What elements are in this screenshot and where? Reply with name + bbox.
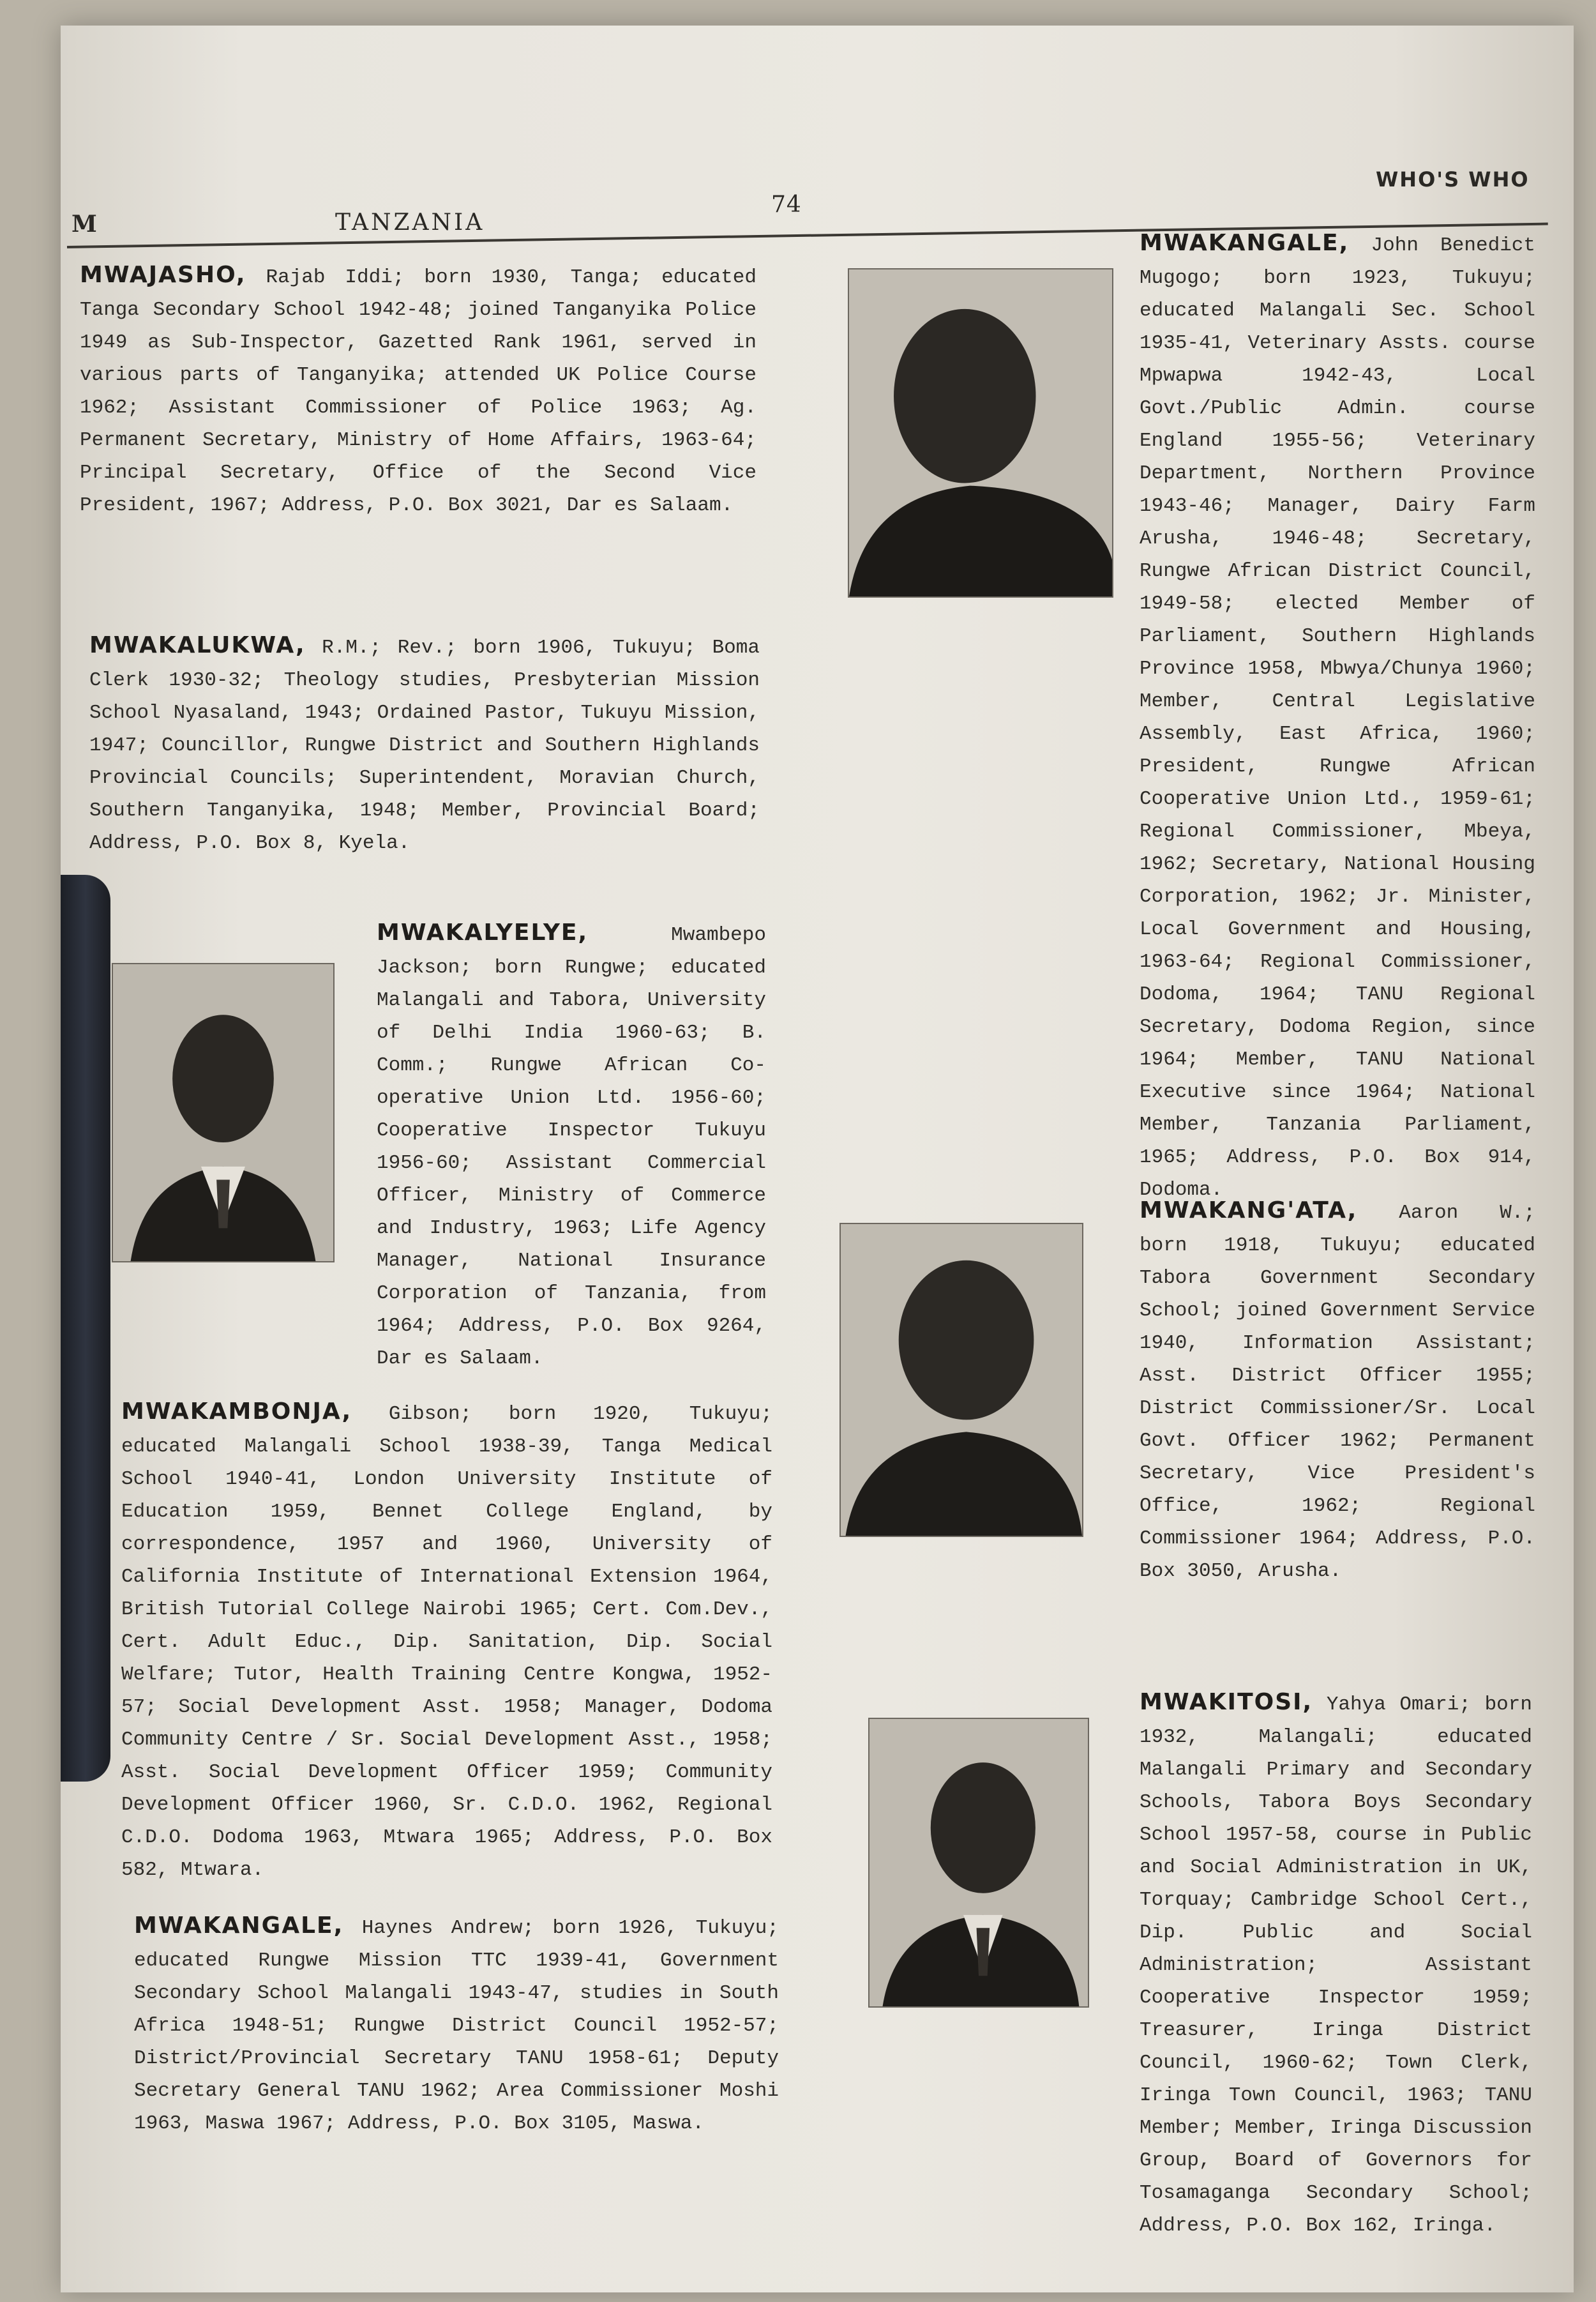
entry-text: Haynes Andrew; born 1926, Tukuyu; educated Rungwe Mission TTC 1939-41, Government Secondary School Malangali 1943-47, studies in South Africa 1948-51; Rungwe District Council 1952-57; District/Provincial Secretary TANU 1958-61; Deputy Secretary General TANU 1962; Area Commissioner Moshi 1963, Maswa 1967; Address, P.O. Box 3105, Maswa. — [134, 1917, 779, 2135]
entry-mwakangale-haynes — [134, 1909, 779, 2140]
binding-shadow — [61, 875, 110, 1782]
entry-text: Gibson; born 1920, Tukuyu; educated Malangali School 1938-39, Tanga Medical School 1940-41, London University Institute of Education 1959, Bennet College England, by correspondence, 1957 and 1960, University of California Institute of International Extension 1964, British Tutorial College Nairobi 1965; Cert. Com.Dev., Cert. Adult Educ., Dip. Sanitation, Dip. Social Welfare; Tutor, Health Training Centre Kongwa, 1952-57; Social Development Asst. 1958; Manager, Dodoma Community Centre / Sr. Social Development Asst., 1958; Asst. Social Development Officer 1959; Community Development Officer 1960, Sr. C.D.O. 1962, Regional C.D.O. Dodoma 1963, Mtwara 1965; Address, P.O. Box 582, Mtwara. — [121, 1403, 772, 1881]
entry-name: MWAKALUKWA, — [89, 632, 306, 658]
portrait-photo-mwakangata — [839, 1223, 1083, 1537]
entry-text: Rajab Iddi; born 1930, Tanga; educated Tanga Secondary School 1942-48; joined Tanganyika Police 1949 as Sub-Inspector, Gazetted Rank 1961, served in various parts of Tanganyika; attended UK Police Course 1962; Assistant Commissioner of Police 1963; Ag. Permanent Secretary, Ministry of Home Affairs, 1963-64; Principal Secretary, Office of the Second Vice President, 1967; Address, P.O. Box 3021, Dar es Salaam. — [80, 266, 757, 517]
entry-mwakangata — [1140, 1194, 1535, 1587]
entry-text: R.M.; Rev.; born 1906, Tukuyu; Boma Clerk 1930-32; Theology studies, Presbyterian Mission School Nyasaland, 1943; Ordained Pastor, Tukuyu Mission, 1947; Councillor, Rungwe District and Southern Highlands Provincial Councils; Superintendent, Moravian Church, Southern Tanganyika, 1948; Member, Provincial Board; Address, P.O. Box 8, Kyela. — [89, 637, 760, 854]
entry-mwakalukwa — [89, 629, 760, 859]
entry-name: MWAJASHO, — [80, 262, 246, 288]
portrait-photo-mwakalyelye — [112, 963, 335, 1262]
entry-mwakangale-john — [846, 227, 1535, 1206]
entry-text: Mwambepo Jackson; born Rungwe; educated Malangali and Tabora, University of Delhi India 1960-63; B. Comm.; Rungwe African Co-operative Union Ltd. 1956-60; Cooperative Inspector Tukuyu 1956-60; Assistant Commercial Officer, Ministry of Commerce and Industry, 1963; Life Agency Manager, National Insurance Corporation of Tanzania, from 1964; Address, P.O. Box 9264, Dar es Salaam. — [377, 924, 766, 1370]
entry-mwajasho — [80, 259, 757, 522]
entry-text: Yahya Omari; born 1932, Malangali; educated Malangali Primary and Secondary Schools, Tabora Boys Secondary School 1957-58, course in Public and Social Administration in UK, Torquay; Cambridge School Cert., Dip. Public and Social Administration; Assistant Cooperative Inspector 1959; Treasurer, Iringa District Council, 1960-62; Town Clerk, Iringa Town Council, 1963; TANU Member; Member, Iringa Discussion Group, Board of Governors for Tosamaganga Secondary School; Address, P.O. Box 162, Iringa. — [1140, 1693, 1532, 2237]
entry-text: Aaron W.; born 1918, Tukuyu; educated Tabora Government Secondary School; joined Government Service 1940, Information Assistant; Asst. District Officer 1955; District Commissioner/Sr. Local Govt. Officer 1962; Permanent Secretary, Vice President's Office, 1962; Regional Commissioner 1964; Address, P.O. Box 3050, Arusha. — [1140, 1202, 1535, 1582]
running-title: WHO'S WHO — [1376, 167, 1530, 192]
entry-name: MWAKANG'ATA, — [1140, 1197, 1358, 1223]
entry-name: MWAKALYELYE, — [377, 920, 589, 946]
section-letter: M — [72, 211, 100, 238]
entry-text: John Benedict Mugogo; born 1923, Tukuyu; educated Malangali Sec. School 1935-41, Veterinary Assts. course Mpwapwa 1942-43, Local Govt./Public Admin. course England 1955-56; Veterinary Department, Northern Province 1943-46; Manager, Dairy Farm Arusha, 1946-48; Secretary, Rungwe African District Council, 1949-58; elected Member of Parliament, Southern Highlands Province 1958, Mbwya/Chunya 1960; Member, Central Legislative Assembly, East Africa, 1960; President, Rungwe African Cooperative Union Ltd., 1959-61; Regional Commissioner, Mbeya, 1962; Secretary, National Housing Corporation, 1962; Jr. Minister, Local Government and Housing, 1963-64; Regional Commissioner, Dodoma, 1964; TANU Regional Secretary, Dodoma Region, since 1964; Member, TANU National Executive since 1964; National Member, Tanzania Parliament, 1965; Address, P.O. Box 914, Dodoma. — [1140, 234, 1536, 1201]
entry-name: MWAKAMBONJA, — [121, 1398, 352, 1425]
entry-mwakambonja — [121, 1395, 772, 1886]
entry-name: MWAKANGALE, — [134, 1912, 344, 1939]
entry-name: MWAKITOSI, — [1140, 1689, 1313, 1715]
entry-mwakalyelye — [377, 916, 766, 1375]
country-header: TANZANIA — [335, 209, 485, 236]
entry-name: MWAKANGALE, — [1140, 230, 1350, 256]
page-number: 74 — [771, 192, 802, 218]
portrait-photo-mwakitosi — [868, 1718, 1089, 2008]
entry-mwakitosi — [1140, 1686, 1532, 2242]
